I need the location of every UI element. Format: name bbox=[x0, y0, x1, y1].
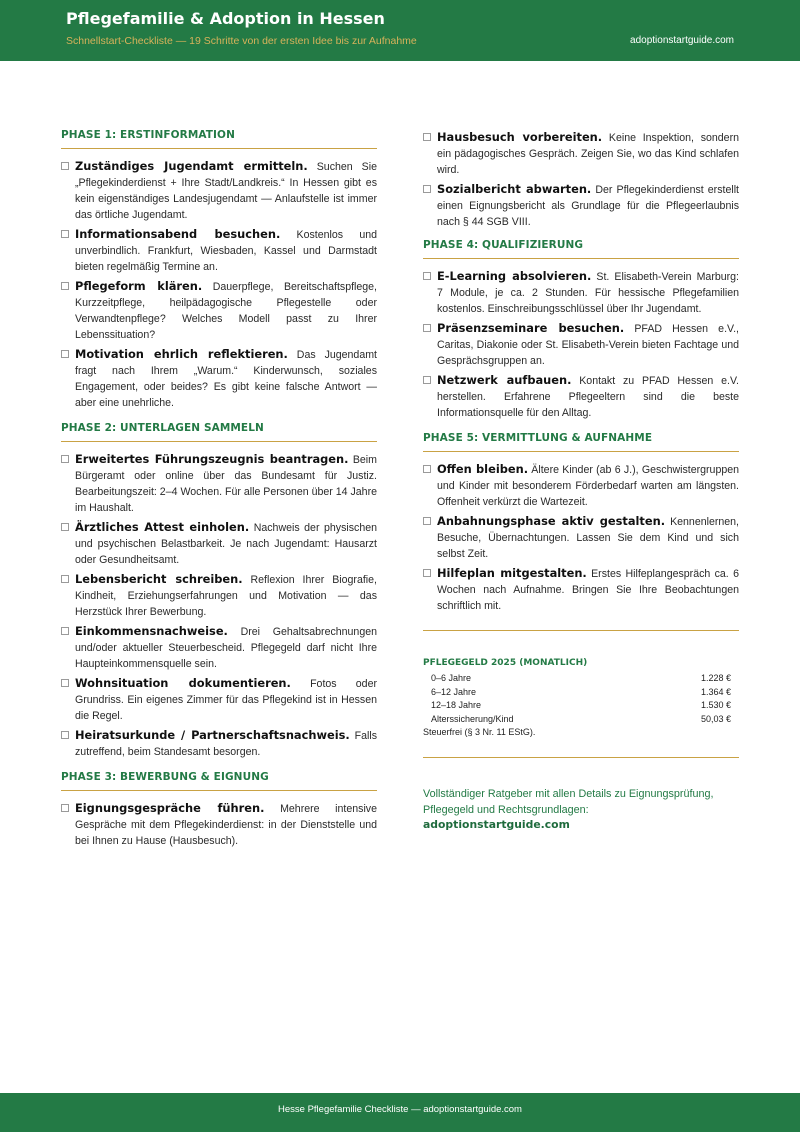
phase-5 bbox=[423, 432, 739, 614]
checklist-item bbox=[61, 451, 377, 516]
checklist-item bbox=[61, 226, 377, 275]
checklist-item bbox=[423, 129, 739, 178]
promo-link[interactable]: adoptionstartguide.com bbox=[423, 818, 570, 831]
left-column bbox=[61, 129, 377, 852]
promo-box bbox=[423, 786, 739, 831]
row-label: 12–18 Jahre bbox=[431, 700, 482, 710]
checkbox[interactable] bbox=[423, 185, 431, 193]
item-text: Kontakt zu PFAD Hessen e.V. herstellen. Erfahrene Pflegeeltern sind die beste Informationsquelle für den Alltag. bbox=[437, 375, 739, 419]
checkbox[interactable] bbox=[423, 376, 431, 384]
item-title: Pflegeform klären. bbox=[75, 279, 203, 293]
checklist-item bbox=[423, 181, 739, 230]
checkbox[interactable] bbox=[423, 133, 431, 141]
item-title: Anbahnungsphase aktiv gestalten. bbox=[437, 514, 666, 528]
footer-text: Hesse Pflegefamilie Checkliste — adoptionstartguide.com bbox=[278, 1104, 522, 1115]
row-label: 0–6 Jahre bbox=[431, 673, 472, 683]
page-header bbox=[0, 0, 800, 61]
pflegegeld-table bbox=[423, 672, 739, 726]
checklist bbox=[423, 461, 739, 614]
checkbox[interactable] bbox=[423, 272, 431, 280]
checklist-item bbox=[423, 461, 739, 510]
item-text: Nachweis der physischen und psychischen Belastbarkeit. Je nach Jugendamt: Hausarzt oder Gesundheitsamt. bbox=[75, 522, 377, 566]
item-title: Netzwerk aufbauen. bbox=[437, 373, 572, 387]
item-title: Zuständiges Jugendamt ermitteln. bbox=[75, 159, 308, 173]
pflegegeld-box bbox=[423, 658, 739, 739]
checkbox[interactable] bbox=[61, 162, 69, 170]
item-title: Lebensbericht schreiben. bbox=[75, 572, 243, 586]
item-text: Mehrere intensive Gespräche mit dem Pflegekinderdienst: in der Dienststelle und bei Ihnen zu Hause (Hausbesuch). bbox=[75, 803, 377, 847]
phase-4 bbox=[423, 239, 739, 421]
item-text: Drei Gehaltsabrechnungen und/oder aktueller Steuerbescheid. Pflegegeld darf nicht Ihre Haupteinkommensquelle sein. bbox=[75, 626, 377, 670]
checkbox[interactable] bbox=[61, 282, 69, 290]
item-text: St. Elisabeth-Verein Marburg: 7 Module, je ca. 2 Stunden. Für hessische Pflegefamilien kostenlos. Einschreibungsschlüssel über Ihr Jugendamt. bbox=[437, 271, 739, 315]
row-value: 50,03 € bbox=[700, 713, 731, 724]
item-title: Ärztliches Attest einholen. bbox=[75, 520, 250, 534]
item-text: PFAD Hessen e.V., Caritas, Diakonie oder St. Elisabeth-Verein bieten Fachtage und Gesprächsgruppen an. bbox=[437, 323, 739, 367]
table-row bbox=[423, 699, 739, 713]
promo-text: Vollständiger Ratgeber mit allen Details zu Eignungsprüfung, Pflegegeld und Rechtsgrundlagen: bbox=[423, 788, 714, 816]
checkbox[interactable] bbox=[423, 569, 431, 577]
item-text: Falls zutreffend, beim Standesamt besorgen. bbox=[75, 730, 378, 758]
checkbox[interactable] bbox=[423, 324, 431, 332]
pflegegeld-note: Steuerfrei (§ 3 Nr. 11 EStG). bbox=[423, 727, 536, 737]
checklist-item bbox=[61, 278, 377, 343]
row-value: 1.364 € bbox=[700, 686, 731, 697]
item-text: Das Jugendamt fragt nach Ihrem „Warum.“ Kinderwunsch, soziales Engagement, oder beides? Es gibt keine falsche Antwort — aber eine unehrliche. bbox=[75, 349, 377, 409]
checklist-item bbox=[423, 513, 739, 562]
item-title: Heiratsurkunde / Partnerschaftsnachweis. bbox=[75, 728, 350, 742]
checklist-item bbox=[61, 158, 377, 223]
item-text: Reflexion Ihrer Biografie, Kindheit, Erziehungserfahrungen und Motivation — das Herzstück Ihrer Bewerbung. bbox=[75, 574, 377, 618]
checklist-item bbox=[423, 268, 739, 317]
phase-title: PHASE 5: VERMITTLUNG & AUFNAHME bbox=[423, 432, 739, 452]
item-text: Dauerpflege, Bereitschaftspflege, Kurzzeitpflege, heilpädagogische Pflegestelle oder Verwandtenpflege? Welches Modell passt zu Ihrer Lebenssituation? bbox=[75, 281, 377, 341]
item-text: Kostenlos und unverbindlich. Frankfurt, Wiesbaden, Kassel und Darmstadt bieten regelmäßig Termine an. bbox=[75, 229, 378, 273]
item-text: Keine Inspektion, sondern ein pädagogisches Gespräch. Zeigen Sie, wo das Kind schlafen wird. bbox=[437, 132, 739, 176]
item-text: Beim Bürgeramt oder online über das Bundesamt für Justiz. Bearbeitungszeit: 2–4 Wochen. Für alle Personen über 14 Jahre im Haushalt. bbox=[75, 454, 377, 514]
item-title: Eignungsgespräche führen. bbox=[75, 801, 265, 815]
checklist bbox=[61, 158, 377, 411]
checkbox[interactable] bbox=[61, 627, 69, 635]
row-label: Alterssicherung/Kind bbox=[431, 713, 514, 724]
checklist bbox=[423, 129, 739, 230]
table-row bbox=[423, 713, 739, 727]
page-subtitle: Schnellstart-Checkliste — 19 Schritte von der ersten Idee bis zur Aufnahme bbox=[66, 35, 417, 47]
checklist-item bbox=[423, 565, 739, 614]
row-value: 1.530 € bbox=[700, 700, 731, 710]
item-title: Offen bleiben. bbox=[437, 462, 529, 476]
checkbox[interactable] bbox=[423, 465, 431, 473]
item-title: Erweitertes Führungszeugnis beantragen. bbox=[75, 452, 349, 466]
header-site-link[interactable]: adoptionstartguide.com bbox=[630, 35, 734, 46]
phase-title: PHASE 1: ERSTINFORMATION bbox=[61, 129, 377, 149]
phase-3 bbox=[61, 771, 377, 849]
row-label: 6–12 Jahre bbox=[431, 686, 477, 697]
checkbox[interactable] bbox=[423, 517, 431, 525]
item-text: Suchen Sie „Pflegekinderdienst + Ihre Stadt/Landkreis.“ In Hessen gibt es kein eigenständiges Landesjugendamt — Anlaufstelle ist immer das örtliche Jugendamt. bbox=[75, 161, 377, 221]
item-text: Erstes Hilfeplangespräch ca. 6 Wochen nach Aufnahme. Bringen Sie Ihre Beobachtungen schriftlich mit. bbox=[437, 568, 739, 612]
item-text: Kennenlernen, Besuche, Übernachtungen. Lassen Sie dem Kind und sich selbst Zeit. bbox=[437, 516, 739, 560]
checkbox[interactable] bbox=[61, 679, 69, 687]
checklist-item bbox=[61, 800, 377, 849]
item-title: Motivation ehrlich reflektieren. bbox=[75, 347, 288, 361]
phase-3-continued bbox=[423, 129, 739, 230]
phase-title: PHASE 2: UNTERLAGEN SAMMELN bbox=[61, 422, 377, 442]
checklist bbox=[423, 268, 739, 421]
divider bbox=[423, 757, 739, 758]
divider bbox=[423, 630, 739, 631]
checklist-item bbox=[61, 346, 377, 411]
item-text: Fotos oder Grundriss. Ein eigenes Zimmer für das Pflegekind ist in Hessen die Regel. bbox=[75, 678, 377, 722]
checklist bbox=[61, 451, 377, 760]
phase-2 bbox=[61, 422, 377, 760]
checkbox[interactable] bbox=[61, 804, 69, 812]
item-title: Einkommensnachweise. bbox=[75, 624, 228, 638]
checklist-item bbox=[423, 320, 739, 369]
checklist-item bbox=[61, 623, 377, 672]
table-row bbox=[423, 686, 739, 700]
checkbox[interactable] bbox=[61, 350, 69, 358]
row-value: 1.228 € bbox=[700, 673, 731, 683]
checklist-item bbox=[61, 519, 377, 568]
pflegegeld-title: PFLEGEGELD 2025 (MONATLICH) bbox=[423, 658, 588, 668]
item-title: Präsenzseminare besuchen. bbox=[437, 321, 625, 335]
item-title: Hausbesuch vorbereiten. bbox=[437, 130, 603, 144]
checkbox[interactable] bbox=[61, 575, 69, 583]
phase-title: PHASE 3: BEWERBUNG & EIGNUNG bbox=[61, 771, 377, 791]
checklist-item bbox=[61, 727, 377, 760]
checklist-item bbox=[61, 571, 377, 620]
page-title: Pflegefamilie & Adoption in Hessen bbox=[66, 9, 385, 28]
right-column bbox=[423, 129, 739, 831]
phase-title: PHASE 4: QUALIFIZIERUNG bbox=[423, 239, 739, 259]
item-title: Informationsabend besuchen. bbox=[75, 227, 281, 241]
checkbox[interactable] bbox=[61, 731, 69, 739]
item-title: Sozialbericht abwarten. bbox=[437, 182, 592, 196]
checkbox[interactable] bbox=[61, 230, 69, 238]
checklist-item bbox=[61, 675, 377, 724]
item-text: Ältere Kinder (ab 6 J.), Geschwistergruppen und Kinder mit besonderem Förderbedarf warten am längsten. Offenheit verkürzt die Wartezeit. bbox=[437, 464, 740, 508]
table-row bbox=[423, 672, 739, 686]
checkbox[interactable] bbox=[61, 455, 69, 463]
checklist-item bbox=[423, 372, 739, 421]
item-text: Der Pflegekinderdienst erstellt einen Eignungsbericht als Grundlage für die Pflegeerlaubnis nach § 44 SGB VIII. bbox=[437, 184, 739, 228]
phase-1 bbox=[61, 129, 377, 411]
checkbox[interactable] bbox=[61, 523, 69, 531]
item-title: Hilfeplan mitgestalten. bbox=[437, 566, 587, 580]
item-title: E-Learning absolvieren. bbox=[437, 269, 592, 283]
item-title: Wohnsituation dokumentieren. bbox=[75, 676, 291, 690]
page-footer bbox=[0, 1093, 800, 1132]
checklist bbox=[61, 800, 377, 849]
